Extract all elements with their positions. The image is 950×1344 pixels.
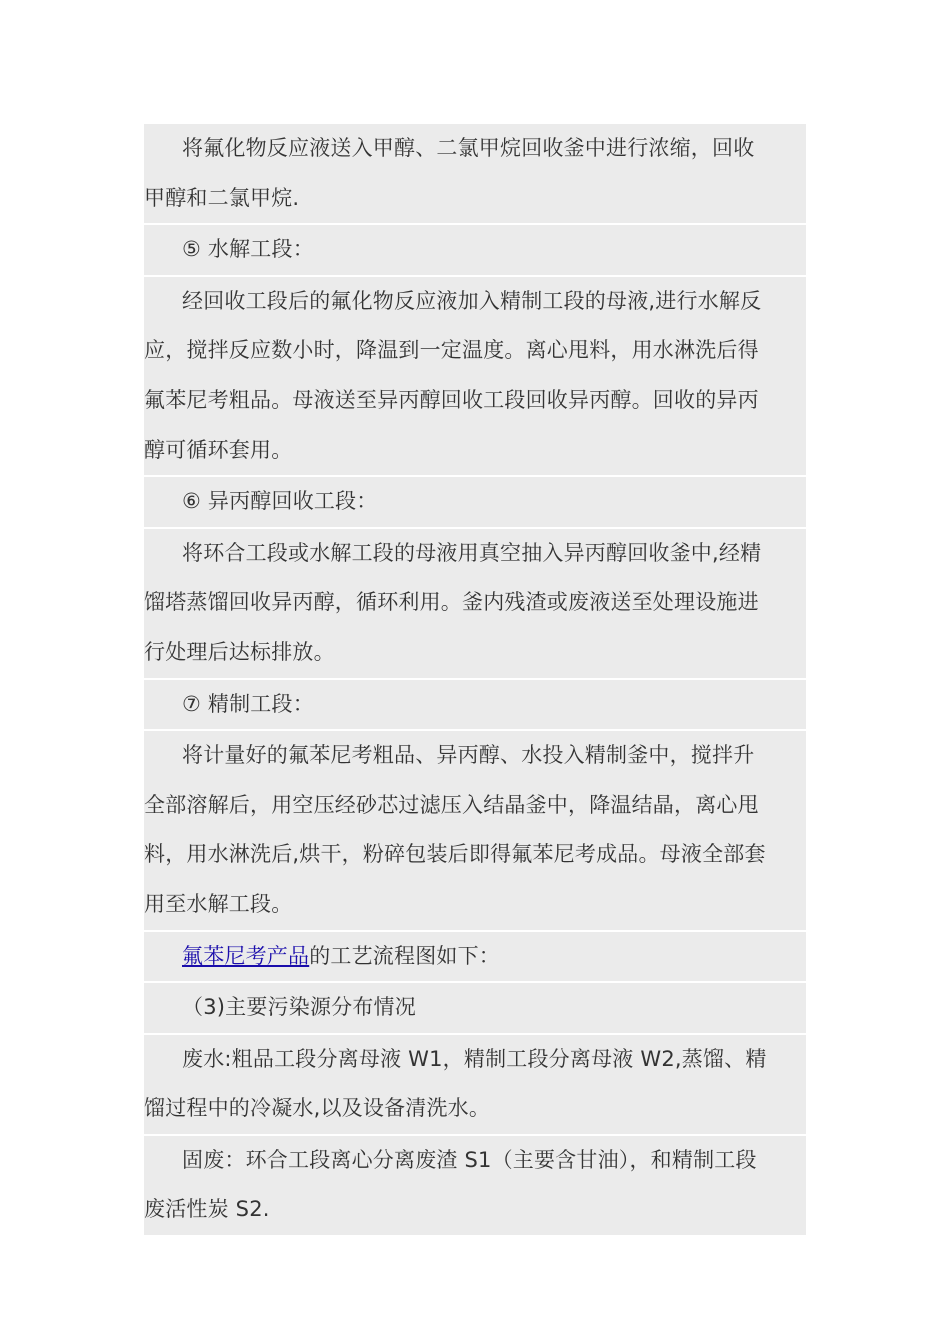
link-suffix-text: 的工艺流程图如下：: [309, 943, 501, 968]
text-line: 馏过程中的冷凝水,以及设备清洗水。: [144, 1096, 491, 1121]
text-line: [144, 932, 806, 982]
text-line: 废水:粗品工段分离母液 W1，精制工段分离母液 W2,蒸馏、精: [182, 1046, 767, 1071]
text-line: ⑤ 水解工段：: [182, 237, 314, 262]
section-heading-hydrolysis: [144, 225, 806, 275]
text-line: 废活性炭 S2.: [144, 1197, 270, 1222]
document-content: [144, 124, 806, 1237]
text-line: 甲醇和二氯甲烷.: [144, 185, 300, 210]
section-heading-refining: [144, 680, 806, 730]
text-line: 将环合工段或水解工段的母液用真空抽入异丙醇回收釜中,经精: [182, 540, 762, 565]
text-line: 全部溶解后，用空压经砂芯过滤压入结晶釜中，降温结晶，离心甩: [144, 792, 759, 817]
product-link[interactable]: 氟苯尼考产品: [182, 943, 310, 968]
text-line: 将氟化物反应液送入甲醇、二氯甲烷回收釜中进行浓缩，回收: [182, 136, 755, 160]
paragraph-flow-chart-intro: [144, 932, 806, 982]
paragraph-hydrolysis: [144, 277, 806, 475]
paragraph-methanol-recovery: [144, 124, 806, 223]
text-line: ⑦ 精制工段：: [182, 691, 314, 716]
paragraph-solid-waste: [144, 1136, 806, 1235]
section-heading-isopropanol-recovery: [144, 477, 806, 527]
text-line: 氟苯尼考粗品。母液送至异丙醇回收工段回收异丙醇。回收的异丙: [144, 387, 759, 412]
text-line: ⑥ 异丙醇回收工段：: [182, 489, 378, 514]
text-line: 应，搅拌反应数小时，降温到一定温度。离心甩料，用水淋洗后得: [144, 338, 759, 363]
section-heading-pollution-sources: [144, 983, 806, 1033]
paragraph-refining: [144, 731, 806, 929]
paragraph-isopropanol-recovery: [144, 529, 806, 678]
text-line: 将计量好的氟苯尼考粗品、异丙醇、水投入精制釜中，搅拌升: [182, 743, 755, 768]
text-line: 固废：环合工段离心分离废渣 S1（主要含甘油），和精制工段: [182, 1147, 757, 1172]
text-line: 醇可循环套用。: [144, 437, 293, 462]
text-line: 经回收工段后的氟化物反应液加入精制工段的母液,进行水解反: [182, 288, 762, 313]
text-line: （3)主要污染源分布情况: [182, 995, 416, 1020]
text-line: 馏塔蒸馏回收异丙醇，循环利用。釜内残渣或废液送至处理设施进: [144, 590, 759, 615]
text-line: 用至水解工段。: [144, 891, 293, 916]
text-line: 行处理后达标排放。: [144, 639, 335, 664]
paragraph-wastewater: [144, 1035, 806, 1134]
text-line: 料，用水淋洗后,烘干，粉碎包装后即得氟苯尼考成品。母液全部套: [144, 842, 766, 867]
